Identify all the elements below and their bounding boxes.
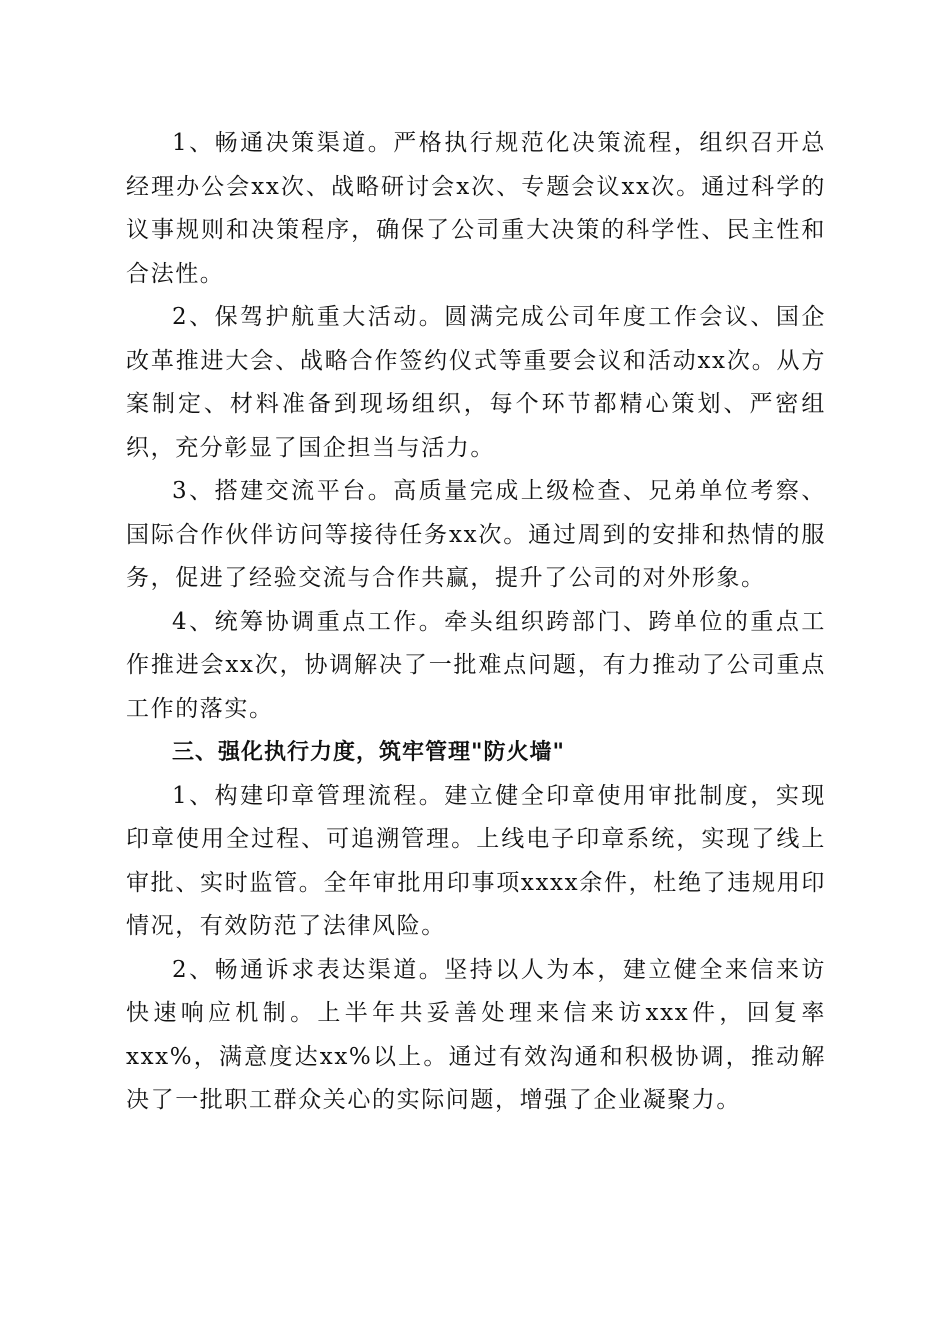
paragraph-seal-management: 1、构建印章管理流程。建立健全印章使用审批制度，实现印章使用全过程、可追溯管理。上线电子印章系统，实现了线上审批、实时监管。全年审批用印事项xxxx余件，杜绝了违规用印情况，有效防范了法律风险。 (126, 782, 826, 939)
paragraph-major-events: 2、保驾护航重大活动。圆满完成公司年度工作会议、国企改革推进大会、战略合作签约仪式等重要会议和活动xx次。从方案制定、材料准备到现场组织，每个环节都精心策划、严密组织，充分彰显了国企担当与活力。 (126, 304, 826, 461)
section-heading-3: 三、强化执行力度，筑牢管理"防火墙" (172, 740, 565, 765)
paragraph-decision-channel: 1、畅通决策渠道。严格执行规范化决策流程，组织召开总经理办公会xx次、战略研讨会x次、专题会议xx次。通过科学的议事规则和决策程序，确保了公司重大决策的科学性、民主性和合法性。 (126, 130, 826, 287)
paragraph-key-work-coordination: 4、统筹协调重点工作。牵头组织跨部门、跨单位的重点工作推进会xx次，协调解决了一批难点问题，有力推动了公司重点工作的落实。 (126, 608, 826, 722)
document-body (126, 122, 826, 1123)
paragraph-exchange-platform: 3、搭建交流平台。高质量完成上级检查、兄弟单位考察、国际合作伙伴访问等接待任务xx次。通过周到的安排和热情的服务，促进了经验交流与合作共赢，提升了公司的对外形象。 (126, 478, 826, 591)
paragraph-petition-channel: 2、畅通诉求表达渠道。坚持以人为本，建立健全来信来访快速响应机制。上半年共妥善处理来信来访xxx件，回复率xxx%，满意度达xx%以上。通过有效沟通和积极协调，推动解决了一批职工群众关心的实际问题，增强了企业凝聚力。 (126, 956, 826, 1113)
